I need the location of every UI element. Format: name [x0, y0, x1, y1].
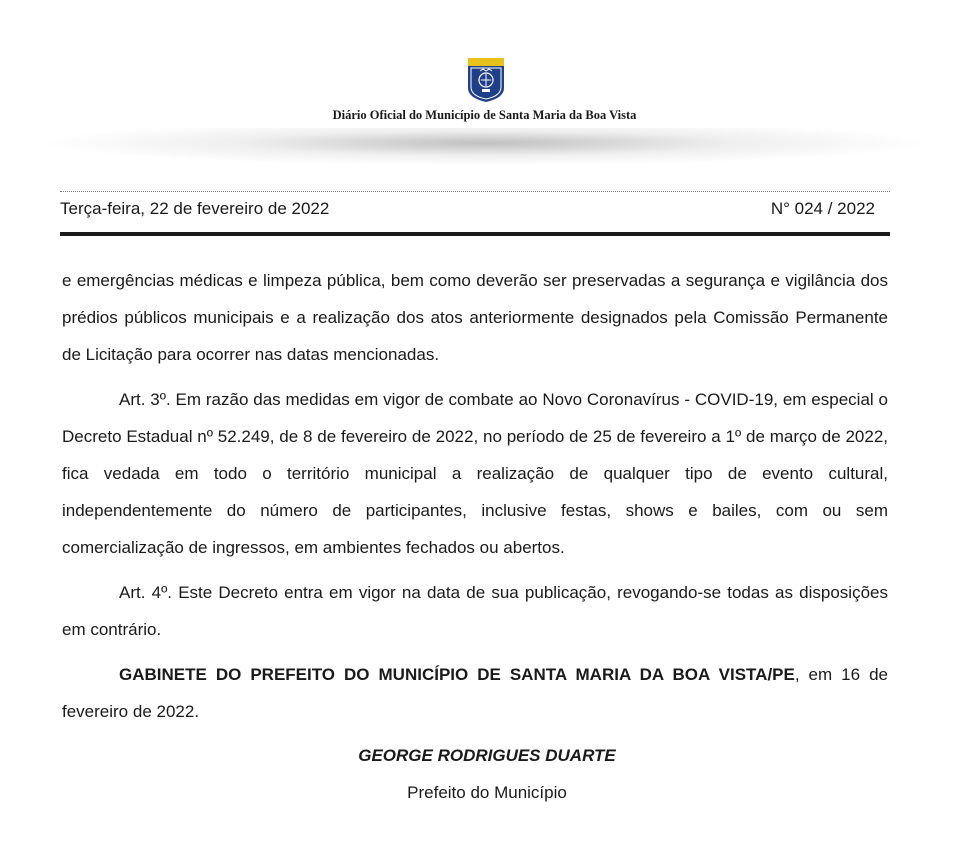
signatory-name: GEORGE RODRIGUES DUARTE — [358, 746, 616, 765]
issue-number: N° 024 / 2022 — [770, 199, 875, 218]
header-shadow — [40, 128, 930, 178]
article-3: Art. 3º. Em razão das medidas em vigor de combate ao Novo Coronavírus - COVID-19, em especial o Decreto Estadual nº 52.249, de 8 de fevereiro de 2022, no período de 25 de fevereiro a 1º de março de 2022, fica vedada em todo o território municipal a realização de qualquer tipo de evento cultural, independentemente do número de participantes, inclusive festas, shows e bailes, com ou sem comercialização de ingressos, em ambientes fechados ou abertos. — [62, 390, 888, 557]
dotted-divider — [60, 191, 890, 192]
journal-header — [0, 0, 969, 185]
issue-info-row — [60, 199, 875, 221]
decree-body — [62, 262, 888, 738]
paragraph-continuation: e emergências médicas e limpeza pública, bem como deverão ser preservadas a segurança e vigilância dos prédios públicos municipais e a realização dos atos anteriormente designados pela Comissão Permanente de Licitação para ocorrer nas datas mencionadas. — [62, 271, 888, 364]
signatory-title: Prefeito do Município — [407, 783, 567, 802]
municipal-crest-icon — [468, 58, 504, 102]
header-rule — [60, 232, 890, 236]
article-4: Art. 4º. Este Decreto entra em vigor na data de sua publicação, revogando-se todas as disposições em contrário. — [62, 583, 888, 639]
journal-title: Diário Oficial do Município de Santa Maria da Boa Vista — [332, 108, 637, 122]
closing-date: , em 16 de fevereiro de 2022. — [62, 665, 888, 721]
closing-paragraph — [62, 656, 888, 730]
signature-block — [0, 743, 969, 806]
issue-date: Terça-feira, 22 de fevereiro de 2022 — [60, 199, 330, 218]
closing-office: GABINETE DO PREFEITO DO MUNICÍPIO DE SANTA MARIA DA BOA VISTA/PE — [119, 665, 795, 684]
